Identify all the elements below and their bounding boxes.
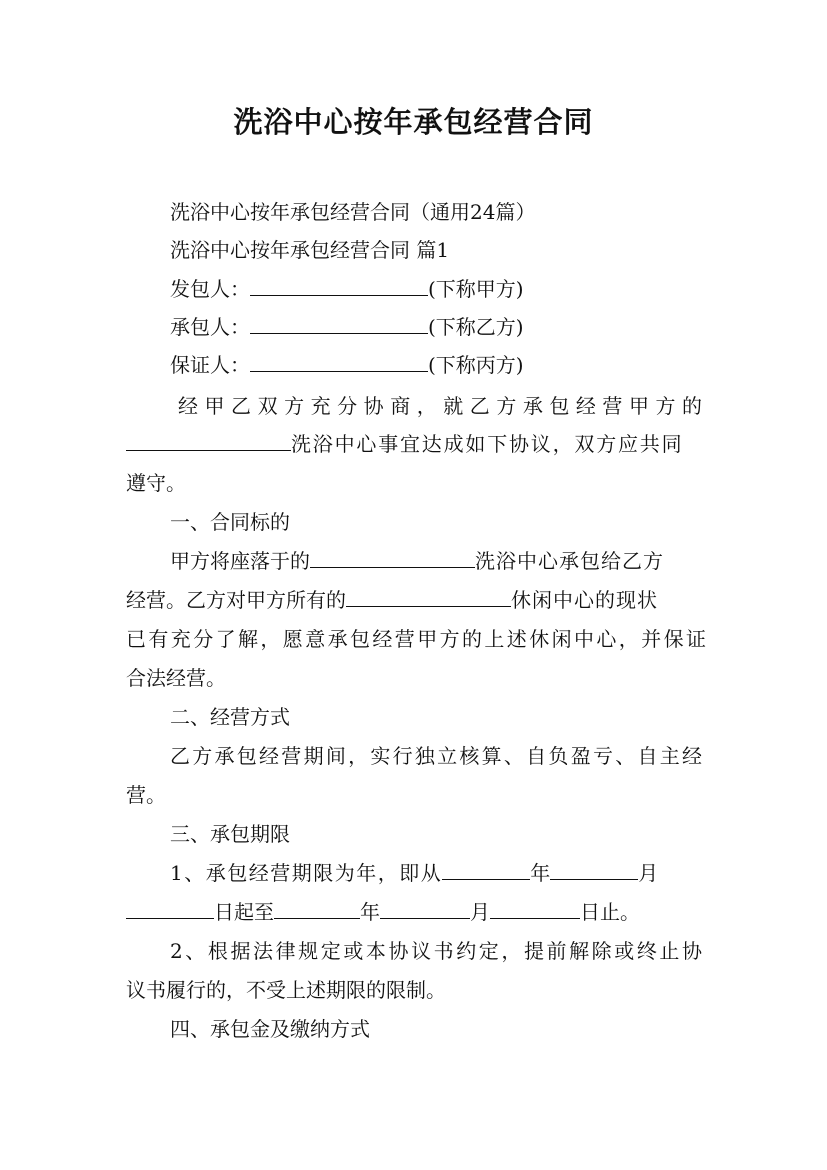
party-a-suffix: (下称甲方) xyxy=(428,277,524,301)
party-a-line xyxy=(170,275,710,303)
end-month-blank xyxy=(380,898,470,919)
paragraph-line: 遵守。 xyxy=(126,471,186,495)
party-a-blank xyxy=(250,275,428,296)
paragraph-line xyxy=(170,547,710,575)
party-b-suffix: (下称乙方) xyxy=(428,315,524,339)
paragraph-text: 经营。乙方对甲方所有的 xyxy=(126,588,346,612)
guarantor-suffix: (下称丙方) xyxy=(428,353,524,377)
clause-heading: 三、承包期限 xyxy=(170,822,290,846)
paragraph-text: 月 xyxy=(638,861,659,885)
paragraph-blank xyxy=(126,430,291,451)
paragraph-line: 议书履行的，不受上述期限的限制。 xyxy=(126,978,446,1002)
end-day-blank xyxy=(490,898,580,919)
paragraph-text: 甲方将座落于的 xyxy=(170,549,310,573)
paragraph-line: 营。 xyxy=(126,783,166,807)
paragraph-text: 1、承包经营期限为年，即从 xyxy=(170,861,443,885)
subtitle-line: 洗浴中心按年承包经营合同（通用24篇） xyxy=(170,200,536,224)
location-blank xyxy=(310,547,475,568)
start-month-blank xyxy=(550,859,638,880)
paragraph-text: 休闲中心的现状 xyxy=(511,588,658,612)
paragraph-line xyxy=(126,898,706,926)
party-b-line xyxy=(170,313,710,341)
paragraph-text: 洗浴中心承包给乙方 xyxy=(475,549,664,573)
party-a-label: 发包人： xyxy=(170,277,250,301)
section-heading-line: 洗浴中心按年承包经营合同 篇1 xyxy=(170,238,450,262)
paragraph-line: 经甲乙双方充分协商，就乙方承包经营甲方的 xyxy=(178,394,702,418)
guarantor-line xyxy=(170,351,710,379)
paragraph-text: 洗浴中心事宜达成如下协议，双方应共同 xyxy=(291,432,684,456)
start-day-blank xyxy=(126,898,214,919)
paragraph-text: 日起至 xyxy=(214,900,274,924)
paragraph-line: 乙方承包经营期间，实行独立核算、自负盈亏、自主经 xyxy=(170,744,702,768)
paragraph-line xyxy=(170,859,750,887)
clause-heading: 二、经营方式 xyxy=(170,705,290,729)
end-year-blank xyxy=(274,898,360,919)
property-blank xyxy=(346,586,511,607)
party-b-blank xyxy=(250,313,428,334)
guarantor-label: 保证人： xyxy=(170,353,250,377)
guarantor-blank xyxy=(250,351,428,372)
paragraph-line: 合法经营。 xyxy=(126,666,226,690)
paragraph-text: 年 xyxy=(530,861,551,885)
party-b-label: 承包人： xyxy=(170,315,250,339)
paragraph-line xyxy=(126,430,706,458)
paragraph-text: 年 xyxy=(360,900,380,924)
document-title: 洗浴中心按年承包经营合同 xyxy=(233,105,594,139)
paragraph-text: 月 xyxy=(470,900,490,924)
paragraph-line: 已有充分了解，愿意承包经营甲方的上述休闲中心，并保证 xyxy=(126,627,706,651)
paragraph-text: 日止。 xyxy=(580,900,640,924)
clause-heading: 一、合同标的 xyxy=(170,510,290,534)
paragraph-line xyxy=(126,586,706,614)
paragraph-line: 2、根据法律规定或本协议书约定，提前解除或终止协 xyxy=(170,939,702,963)
start-year-blank xyxy=(442,859,530,880)
clause-heading: 四、承包金及缴纳方式 xyxy=(170,1017,370,1041)
